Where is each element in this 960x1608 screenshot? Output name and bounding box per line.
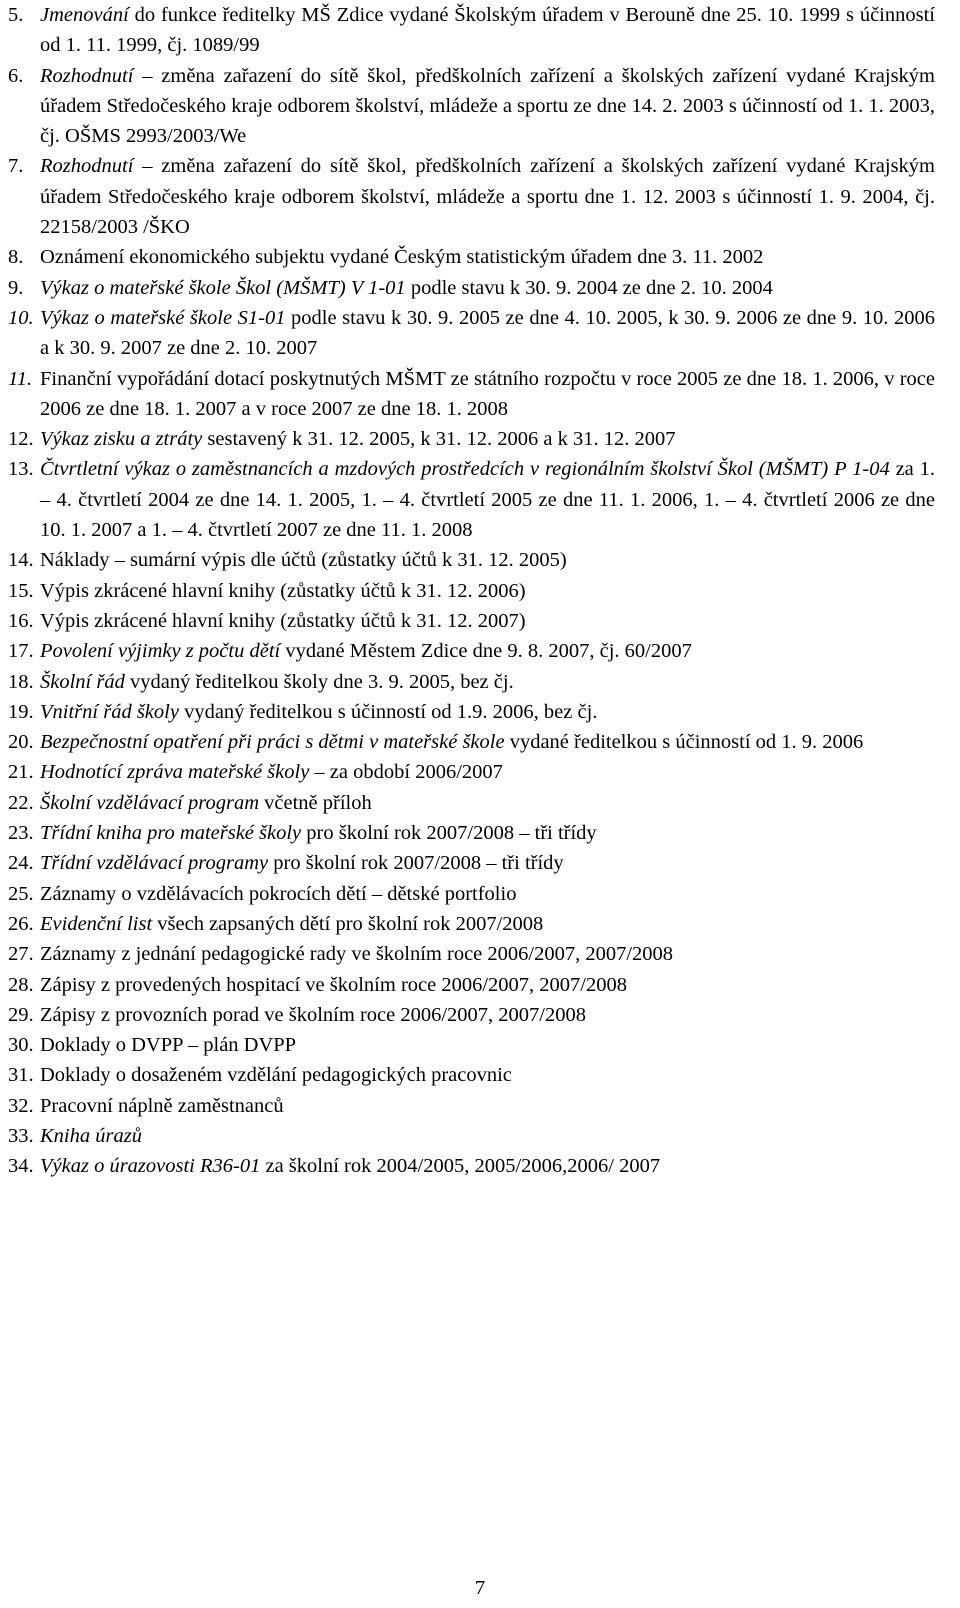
list-item (8, 454, 935, 545)
document-title-italic: Hodnotící zpráva mateřské školy (40, 761, 310, 784)
list-item-text: vydaný ředitelkou školy dne 3. 9. 2005, bez čj. (124, 670, 514, 693)
list-item (8, 909, 935, 939)
list-item-text: Náklady – sumární výpis dle účtů (zůstatky účtů k 31. 12. 2005) (40, 549, 567, 572)
list-item (8, 727, 935, 757)
list-item-number: 34. (8, 1155, 34, 1178)
list-item-text: – za období 2006/2007 (309, 761, 503, 784)
list-item-text: Výpis zkrácené hlavní knihy (zůstatky účtů k 31. 12. 2007) (40, 609, 526, 632)
list-item-text: Záznamy o vzdělávacích pokrocích dětí – dětské portfolio (40, 882, 517, 905)
list-item (8, 757, 935, 787)
list-item-text: pro školní rok 2007/2008 – tři třídy (301, 822, 597, 845)
list-item (8, 273, 935, 303)
document-title-italic: Výkaz o mateřské škole S1-01 (40, 306, 286, 329)
list-item (8, 1091, 935, 1121)
list-item-number: 32. (8, 1094, 34, 1117)
document-title-italic: Třídní kniha pro mateřské školy (40, 822, 302, 845)
list-item-text: Pracovní náplně zaměstnanců (40, 1094, 284, 1117)
list-item (8, 1121, 935, 1151)
list-item-number: 17. (8, 640, 34, 663)
list-item-number: 30. (8, 1034, 34, 1057)
list-item (8, 545, 935, 575)
list-item-number: 28. (8, 973, 34, 996)
list-item (8, 939, 935, 969)
list-item-text: podle stavu k 30. 9. 2004 ze dne 2. 10. 2004 (405, 276, 773, 299)
list-item (8, 697, 935, 727)
list-item (8, 879, 935, 909)
list-item (8, 424, 935, 454)
list-item-number: 27. (8, 943, 34, 966)
list-item-text: Finanční vypořádání dotací poskytnutých MŠMT ze státního rozpočtu v roce 2005 ze dne 18. 1. 2006, v roce 2006 ze dne 18. 1. 2007 a v roce 2007 ze dne 18. 1. 2008 (40, 367, 935, 420)
list-item-number: 12. (8, 428, 34, 451)
document-title-italic: Výkaz o mateřské škole Škol (MŠMT) V 1-01 (40, 276, 406, 299)
document-list (8, 0, 935, 1182)
list-item (8, 667, 935, 697)
list-item-number: 25. (8, 882, 34, 905)
document-title-italic: Školní řád (40, 670, 125, 693)
list-item-text: všech zapsaných dětí pro školní rok 2007/2008 (152, 912, 544, 935)
list-item (8, 1000, 935, 1030)
list-item-number: 18. (8, 670, 34, 693)
list-item-text: sestavený k 31. 12. 2005, k 31. 12. 2006 a k 31. 12. 2007 (202, 428, 676, 451)
list-item-number: 26. (8, 912, 34, 935)
list-item (8, 848, 935, 878)
list-item-number: 16. (8, 609, 34, 632)
list-item (8, 242, 935, 272)
document-title-italic: Vnitřní řád školy (40, 700, 179, 723)
list-item-number: 6. (8, 64, 24, 87)
list-item-number: 33. (8, 1124, 34, 1147)
list-item-number: 23. (8, 822, 34, 845)
list-item-number: 24. (8, 852, 34, 875)
list-item-number: 9. (8, 276, 24, 299)
list-item-text: za školní rok 2004/2005, 2005/2006,2006/ 2007 (260, 1155, 661, 1178)
list-item-text: vydané Městem Zdice dne 9. 8. 2007, čj. 60/2007 (280, 640, 692, 663)
list-item-text: Zápisy z provozních porad ve školním roce 2006/2007, 2007/2008 (40, 1003, 586, 1026)
list-item-text: včetně příloh (259, 791, 372, 814)
list-item-number: 10. (8, 306, 34, 329)
page-number: 7 (474, 1577, 486, 1599)
document-title-italic: Výkaz o úrazovosti R36-01 (40, 1155, 261, 1178)
document-title-italic: Rozhodnutí (40, 155, 134, 178)
list-item (8, 788, 935, 818)
document-title-italic: Třídní vzdělávací programy (40, 852, 269, 875)
list-item-number: 20. (8, 731, 34, 754)
document-title-italic: Čtvrtletní výkaz o zaměstnancích a mzdových prostředcích v regionálním školství Škol (MŠMT) P 1-04 (40, 458, 890, 481)
list-item-number: 5. (8, 4, 24, 26)
list-item-text: pro školní rok 2007/2008 – tři třídy (268, 852, 564, 875)
list-item (8, 1060, 935, 1090)
list-item-text: do funkce ředitelky MŠ Zdice vydané Školským úřadem v Berouně dne 25. 10. 1999 s účinností od 1. 11. 1999, čj. 1089/99 (40, 4, 935, 57)
list-item-text: Výpis zkrácené hlavní knihy (zůstatky účtů k 31. 12. 2006) (40, 579, 526, 602)
list-item-text: – změna zařazení do sítě škol, předškolních zařízení a školských zařízení vydané Krajským úřadem Středočeského kraje odborem školství, mládeže a sportu dne 1. 12. 2003 s účinností 1. 9. 2004, čj. 22158/2003 /ŠKO (40, 155, 935, 239)
list-item-number: 31. (8, 1064, 34, 1087)
document-title-italic: Bezpečnostní opatření při práci s dětmi v mateřské škole (40, 731, 505, 754)
list-item-text: podle stavu k 30. 9. 2005 ze dne 4. 10. 2005, k 30. 9. 2006 ze dne 9. 10. 2006 a k 30. 9. 2007 ze dne 2. 10. 2007 (40, 306, 935, 360)
list-item-number: 22. (8, 791, 34, 814)
list-item-text: – změna zařazení do sítě škol, předškolních zařízení a školských zařízení vydané Krajským úřadem Středočeského kraje odborem školství, mládeže a sportu ze dne 14. 2. 2003 s účinností od 1. 1. 2003, čj. OŠMS 2993/2003/We (40, 64, 935, 148)
list-item-text: Záznamy z jednání pedagogické rady ve školním roce 2006/2007, 2007/2008 (40, 943, 674, 966)
list-item-number: 7. (8, 155, 24, 178)
list-item-text: vydané ředitelkou s účinností od 1. 9. 2006 (504, 731, 864, 754)
list-item-number: 13. (8, 458, 34, 481)
document-title-italic: Rozhodnutí (40, 64, 134, 87)
document-title-italic: Povolení výjimky z počtu dětí (40, 640, 281, 663)
list-item (8, 636, 935, 666)
list-item-text: Oznámení ekonomického subjektu vydané Českým statistickým úřadem dne 3. 11. 2002 (40, 246, 764, 269)
document-title-italic: Kniha úrazů (40, 1124, 142, 1147)
list-item-text: vydaný ředitelkou s účinností od 1.9. 2006, bez čj. (178, 700, 598, 723)
list-item (8, 1151, 935, 1181)
list-item (8, 303, 935, 364)
document-title-italic: Výkaz zisku a ztráty (40, 428, 203, 451)
list-item-text: za 1. – 4. čtvrtletí 2004 ze dne 14. 1. 2005, 1. – 4. čtvrtletí 2005 ze dne 11. 1. 2006, 1. – 4. čtvrtletí 2006 ze dne 10. 1. 2007 a 1. – 4. čtvrtletí 2007 ze dne 11. 1. 2008 (40, 458, 935, 542)
list-item-number: 11. (8, 367, 33, 390)
list-item (8, 970, 935, 1000)
list-item (8, 0, 935, 61)
list-item (8, 576, 935, 606)
document-title-italic: Jmenování (40, 4, 129, 26)
list-item (8, 151, 935, 242)
list-item-number: 8. (8, 246, 24, 269)
list-item-number: 29. (8, 1003, 34, 1026)
document-title-italic: Školní vzdělávací program (40, 791, 260, 814)
list-item-text: Zápisy z provedených hospitací ve školním roce 2006/2007, 2007/2008 (40, 973, 627, 996)
list-item (8, 606, 935, 636)
list-item (8, 1030, 935, 1060)
list-item (8, 818, 935, 848)
list-item-number: 15. (8, 579, 34, 602)
list-item-number: 14. (8, 549, 34, 572)
document-title-italic: Evidenční list (40, 912, 153, 935)
list-item-number: 21. (8, 761, 34, 784)
list-item (8, 61, 935, 152)
list-item (8, 364, 935, 425)
list-item-number: 19. (8, 700, 34, 723)
list-item-text: Doklady o DVPP – plán DVPP (40, 1034, 297, 1057)
list-item-text: Doklady o dosaženém vzdělání pedagogických pracovnic (40, 1064, 512, 1087)
